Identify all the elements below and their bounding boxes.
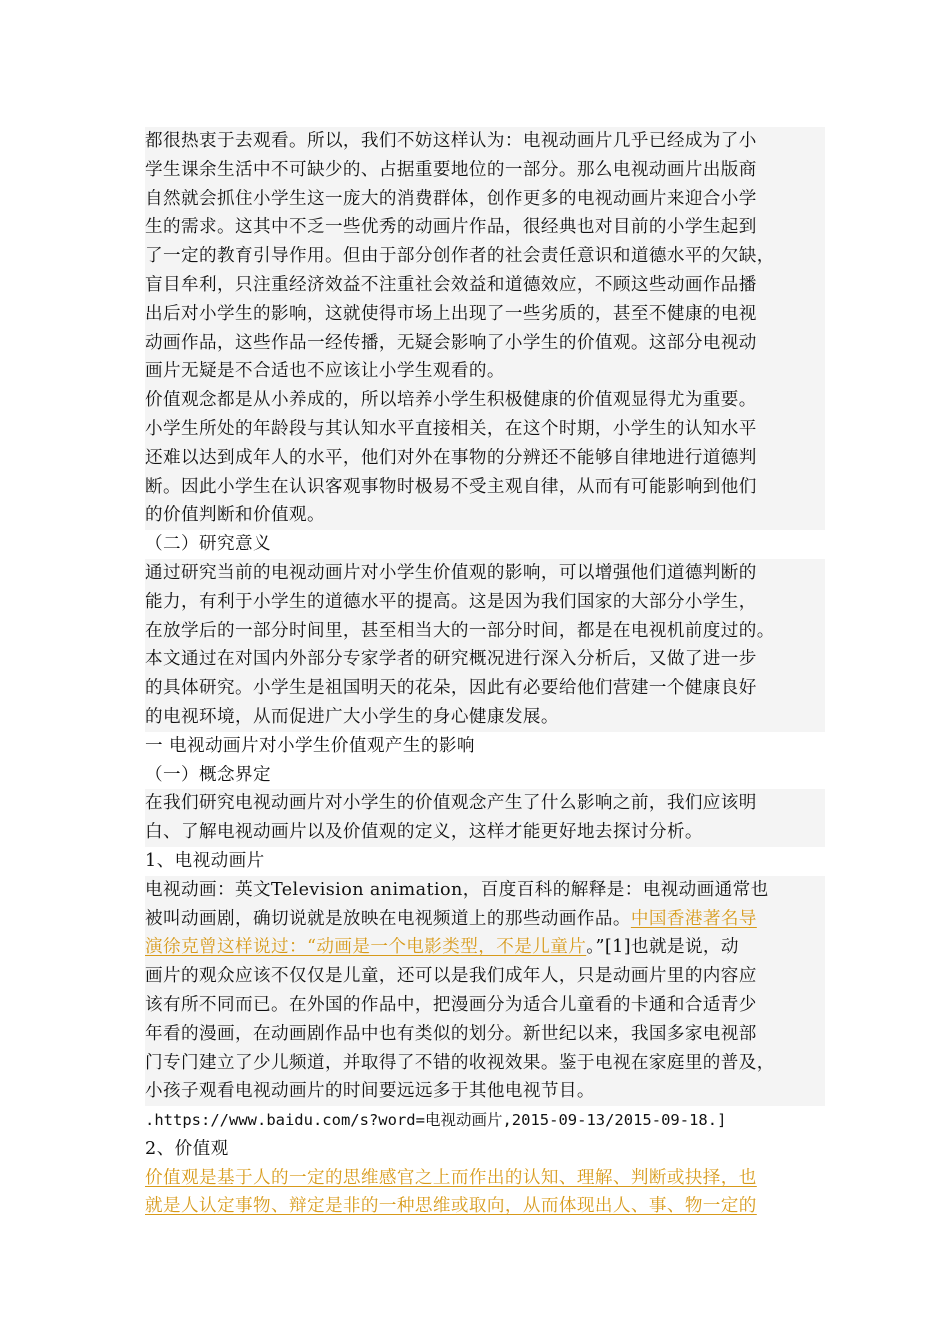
text-line [145,933,825,962]
text-line: 通过研究当前的电视动画片对小学生价值观的影响，可以增强他们道德判断的 [145,562,757,583]
text-line: 出后对小学生的影响，这就使得市场上出现了一些劣质的，甚至不健康的电视 [145,303,757,324]
text-line: 还难以达到成年人的水平，他们对外在事物的分辨还不能够自律地进行道德判 [145,447,757,468]
text-line: 年看的漫画，在动画剧作品中也有类似的划分。新世纪以来，我国多家电视部 [145,1023,757,1044]
text-line: 生的需求。这其中不乏一些优秀的动画片作品，很经典也对目前的小学生起到 [145,217,757,238]
text-line: 盲目牟利，只注重经济效益不注重社会效益和道德效应，不顾这些动画作品播 [145,274,757,295]
text-line: 小孩子观看电视动画片的时间要远远多于其他电视节目。 [145,1081,595,1102]
text-line: 在我们研究电视动画片对小学生的价值观念产生了什么影响之前，我们应该明 [145,793,757,814]
text-line: 价值观念都是从小养成的，所以培养小学生积极健康的价值观显得尤为重要。 [145,390,757,411]
paragraph-values-formation [145,386,825,530]
text-run: 被叫动画剧，确切说就是放映在电视频道上的那些动画作品。 [145,908,631,929]
subheading-values: 2、价值观 [145,1138,229,1159]
text-line: 在放学后的一部分时间里，甚至相当大的一部分时间，都是在电视机前度过的。 [145,620,775,641]
text-line: 能力，有利于小学生的道德水平的提高。这是因为我们国家的大部分小学生， [145,591,757,612]
values-definition-link[interactable]: 价值观是基于人的一定的思维感官之上而作出的认知、理解、判断或抉择，也 [145,1167,757,1188]
values-definition-link[interactable]: 就是人认定事物、辩定是非的一种思维或取向，从而体现出人、事、物一定的 [145,1196,757,1217]
text-line: 本文通过在对国内外部分专家学者的研究概况进行深入分析后，又做了进一步 [145,649,757,670]
quote-link[interactable]: 中国香港著名导 [630,908,757,929]
chapter-heading: 一 电视动画片对小学生价值观产生的影响 [145,735,475,756]
paragraph-tv-animation [145,876,825,1106]
text-line: 自然就会抓住小学生这一庞大的消费群体，创作更多的电视动画片来迎合小学 [145,188,757,209]
document-body [145,127,825,1221]
paragraph-definitions-intro [145,789,825,847]
text-line: 的价值判断和价值观。 [145,505,325,526]
text-line: 动画作品，这些作品一经传播，无疑会影响了小学生的价值观。这部分电视动 [145,332,757,353]
text-line: 门专门建立了少儿频道，并取得了不错的收视效果。鉴于电视在家庭里的普及， [145,1052,775,1073]
section-heading-significance: （二）研究意义 [145,534,271,555]
text-line: 了一定的教育引导作用。但由于部分创作者的社会责任意识和道德水平的欠缺， [145,246,775,267]
text-line: 小学生所处的年龄段与其认知水平直接相关，在这个时期，小学生的认知水平 [145,418,757,439]
text-line [145,905,825,934]
text-line: 的具体研究。小学生是祖国明天的花朵，因此有必要给他们营建一个健康良好 [145,678,757,699]
paragraph-popularity [145,127,825,386]
text-line: 画片的观众应该不仅仅是儿童，还可以是我们成年人，只是动画片里的内容应 [145,966,757,987]
text-line: 学生课余生活中不可缺少的、占据重要地位的一部分。那么电视动画片出版商 [145,159,757,180]
text-line: 白、了解电视动画片以及价值观的定义，这样才能更好地去探讨分析。 [145,822,703,843]
paragraph-significance [145,559,825,732]
text-line: 的电视环境，从而促进广大小学生的身心健康发展。 [145,706,559,727]
text-line: 该有所不同而已。在外国的作品中，把漫画分为适合儿童看的卡通和合适青少 [145,994,757,1015]
text-line: 断。因此小学生在认识客观事物时极易不受主观自律，从而有可能影响到他们 [145,476,757,497]
text-run: 。”[1]也就是说，动 [586,937,739,958]
quote-link[interactable]: 演徐克曾这样说过：“动画是一个电影类型，不是儿童片 [145,937,587,958]
subheading-tv-animation: 1、电视动画片 [145,850,265,871]
reference-url: .https://www.baidu.com/s?word=电视动画片,2015-09-13/2015-09-18.] [145,1111,727,1130]
text-line: 电视动画：英文Television animation，百度百科的解释是：电视动画通常也 [145,879,769,900]
section-heading-concept: （一）概念界定 [145,764,271,785]
text-line: 画片无疑是不合适也不应该让小学生观看的。 [145,361,505,382]
text-line: 都很热衷于去观看。所以，我们不妨这样认为：电视动画片几乎已经成为了小 [145,131,757,151]
